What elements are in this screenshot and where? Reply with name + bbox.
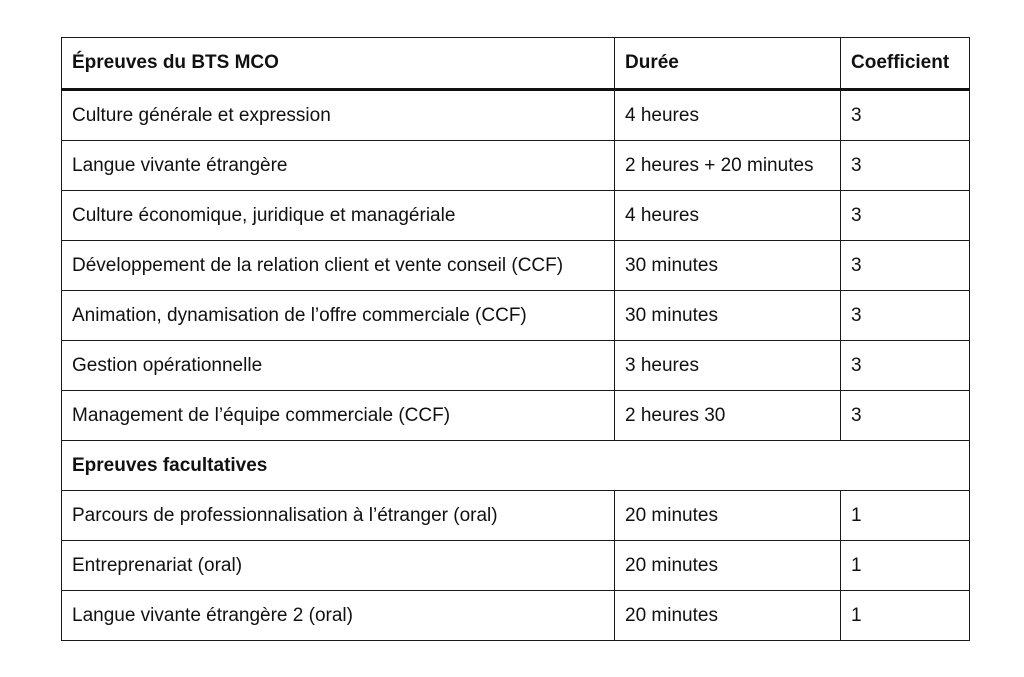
cell-duree: 20 minutes xyxy=(615,591,841,641)
cell-epreuve: Langue vivante étrangère xyxy=(62,141,615,191)
cell-epreuve: Gestion opérationnelle xyxy=(62,341,615,391)
cell-duree: 20 minutes xyxy=(615,541,841,591)
table-row xyxy=(62,141,970,191)
cell-epreuve: Culture générale et expression xyxy=(62,90,615,141)
cell-coefficient: 3 xyxy=(841,90,970,141)
table-row xyxy=(62,591,970,641)
cell-coefficient: 3 xyxy=(841,291,970,341)
cell-duree: 20 minutes xyxy=(615,491,841,541)
cell-duree: 2 heures + 20 minutes xyxy=(615,141,841,191)
cell-duree: 30 minutes xyxy=(615,291,841,341)
table-row xyxy=(62,541,970,591)
table-header xyxy=(62,38,970,90)
section-title: Epreuves facultatives xyxy=(62,441,970,491)
cell-epreuve: Développement de la relation client et vente conseil (CCF) xyxy=(62,241,615,291)
cell-epreuve: Langue vivante étrangère 2 (oral) xyxy=(62,591,615,641)
cell-coefficient: 3 xyxy=(841,141,970,191)
cell-coefficient: 3 xyxy=(841,191,970,241)
cell-epreuve: Entreprenariat (oral) xyxy=(62,541,615,591)
section-row-optional xyxy=(62,441,970,491)
cell-duree: 4 heures xyxy=(615,90,841,141)
header-duree: Durée xyxy=(615,38,841,90)
table-row xyxy=(62,391,970,441)
table-body xyxy=(62,90,970,641)
cell-duree: 4 heures xyxy=(615,191,841,241)
table-row xyxy=(62,291,970,341)
cell-duree: 30 minutes xyxy=(615,241,841,291)
cell-duree: 2 heures 30 xyxy=(615,391,841,441)
cell-coefficient: 1 xyxy=(841,491,970,541)
cell-epreuve: Parcours de professionnalisation à l’étranger (oral) xyxy=(62,491,615,541)
header-coefficient: Coefficient xyxy=(841,38,970,90)
exam-table xyxy=(61,37,970,641)
cell-coefficient: 1 xyxy=(841,591,970,641)
table-row xyxy=(62,341,970,391)
table-row xyxy=(62,90,970,141)
cell-epreuve: Culture économique, juridique et managériale xyxy=(62,191,615,241)
cell-coefficient: 3 xyxy=(841,391,970,441)
cell-duree: 3 heures xyxy=(615,341,841,391)
table-row xyxy=(62,491,970,541)
cell-coefficient: 3 xyxy=(841,341,970,391)
table-row xyxy=(62,241,970,291)
header-row xyxy=(62,38,970,90)
cell-epreuve: Animation, dynamisation de l’offre commerciale (CCF) xyxy=(62,291,615,341)
cell-coefficient: 3 xyxy=(841,241,970,291)
cell-epreuve: Management de l’équipe commerciale (CCF) xyxy=(62,391,615,441)
cell-coefficient: 1 xyxy=(841,541,970,591)
table-row xyxy=(62,191,970,241)
header-epreuve: Épreuves du BTS MCO xyxy=(62,38,615,90)
